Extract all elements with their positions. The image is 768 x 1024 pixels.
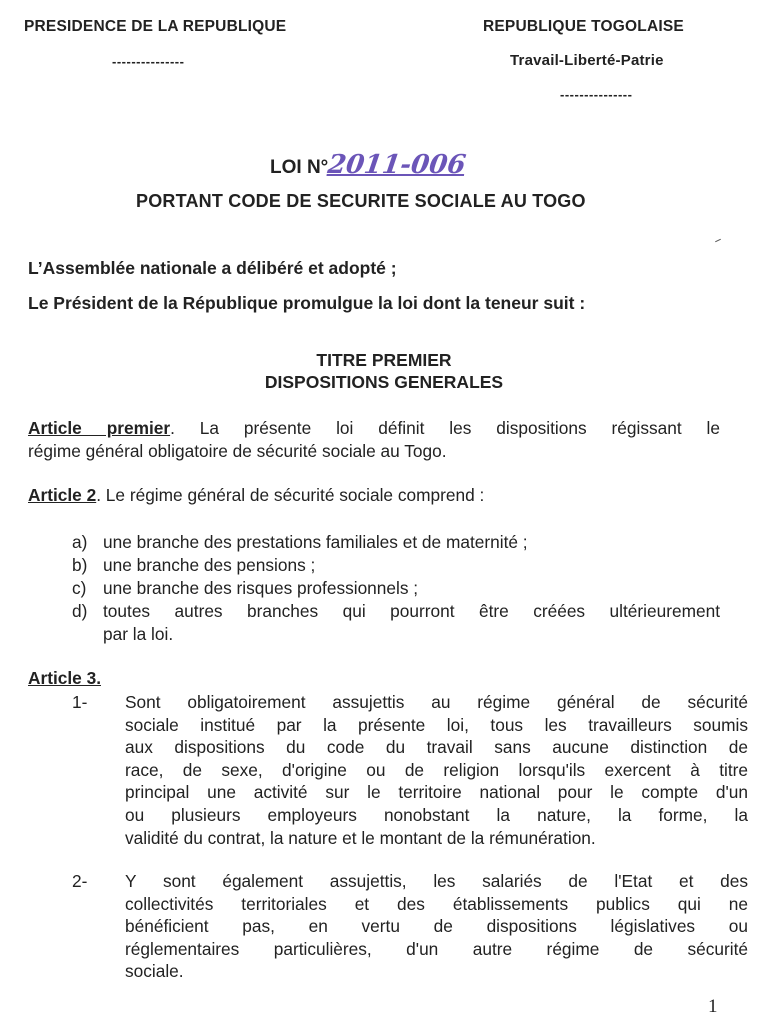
list-marker: d): [72, 601, 88, 621]
point-line: collectivités territoriales et des établissements publics qui ne: [125, 893, 748, 914]
point-line: principal une activité sur le territoire national pour le compte d'un: [125, 782, 748, 803]
national-motto: Travail-Liberté-Patrie: [510, 52, 664, 69]
list-marker: c): [72, 578, 87, 598]
point-line: sociale institué par la présente loi, tous les travailleurs soumis: [125, 714, 748, 735]
titre-subheading: DISPOSITIONS GENERALES: [264, 372, 504, 392]
point-body: [125, 691, 748, 849]
page-number: 1: [708, 996, 718, 1017]
scan-speck: [715, 239, 721, 242]
article-3-label: [28, 668, 101, 689]
titre-heading: TITRE PREMIER: [316, 350, 452, 370]
article-3-label-text: Article 3.: [28, 668, 101, 688]
article-1: [28, 417, 720, 462]
presidence-header: PRESIDENCE DE LA REPUBLIQUE: [24, 18, 287, 35]
list-item-text: une branche des risques professionnels ;: [103, 578, 419, 598]
point-line: Sont obligatoirement assujettis au régime général de sécurité: [125, 692, 748, 712]
article-2-intro: . Le régime général de sécurité sociale comprend :: [96, 485, 485, 505]
article-2: [28, 484, 720, 507]
list-item: [72, 600, 720, 646]
handwritten-law-number: 2011-006: [326, 150, 468, 180]
preamble-line-2: Le Président de la République promulgue la loi dont la teneur suit :: [28, 293, 586, 313]
list-item-text: une branche des prestations familiales et de maternité ;: [103, 532, 528, 552]
list-item: [72, 531, 720, 554]
point-body: [125, 870, 748, 983]
point-marker: 2-: [72, 871, 88, 891]
list-item: [72, 554, 720, 577]
article-1-text-cont: régime général obligatoire de sécurité sociale au Togo.: [28, 440, 447, 461]
point-line: sociale.: [125, 961, 184, 982]
point-line: Y sont également assujettis, les salariés de l'Etat et des: [125, 871, 748, 891]
article-3-point-1: [72, 691, 748, 851]
point-line: aux dispositions du code du travail sans aucune distinction de: [125, 737, 748, 758]
right-header-separator: ---------------: [560, 87, 633, 102]
law-label: LOI N°: [270, 157, 329, 178]
point-line: ou plusieurs employeurs nonobstant la nature, la forme, la: [125, 804, 748, 825]
list-item-text-cont: par la loi.: [103, 624, 174, 644]
article-3-point-2: [72, 870, 748, 985]
point-line: validité du contrat, la nature et le montant de la rémunération.: [125, 827, 596, 848]
point-line: bénéficient pas, en vertu de dispositions législatives ou: [125, 916, 748, 937]
list-marker: b): [72, 555, 88, 575]
preamble-line-1: L’Assemblée nationale a délibéré et adopté ;: [28, 258, 397, 278]
republique-header: REPUBLIQUE TOGOLAISE: [483, 18, 684, 35]
list-item-text: une branche des pensions ;: [103, 555, 316, 575]
point-line: race, de sexe, d'origine ou de religion lorsqu'ils exercent à titre: [125, 759, 748, 780]
article-1-text: . La présente loi définit les dispositions régissant le: [170, 418, 720, 438]
point-line: réglementaires particulières, d'un autre régime de sécurité: [125, 938, 748, 959]
list-marker: a): [72, 532, 88, 552]
article-2-label: Article 2: [28, 485, 97, 505]
left-header-separator: ---------------: [112, 54, 185, 69]
list-item-text: toutes autres branches qui pourront être créées ultérieurement: [103, 601, 720, 621]
law-subtitle: PORTANT CODE DE SECURITE SOCIALE AU TOGO: [136, 191, 586, 211]
list-item: [72, 577, 720, 600]
article-1-label: Article premier: [28, 418, 171, 438]
law-title: [270, 150, 466, 180]
point-marker: 1-: [72, 692, 88, 712]
